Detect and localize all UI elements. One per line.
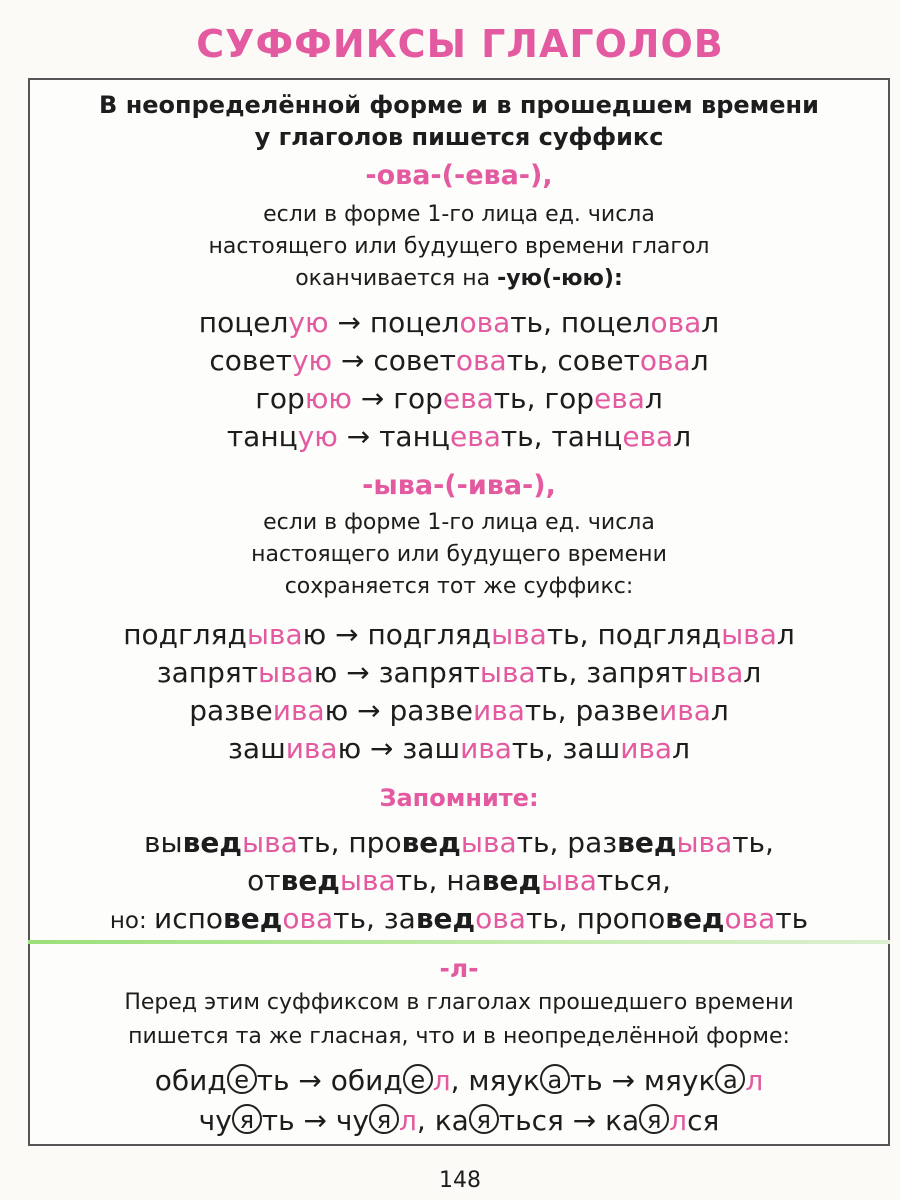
root-bold: вед	[182, 826, 242, 859]
suffix-highlight: ыва	[491, 618, 547, 651]
suffix-highlight: ива	[473, 694, 525, 727]
word-part: вы	[144, 826, 183, 859]
remember-line-3-words	[154, 902, 808, 935]
yva-example-4	[28, 732, 890, 765]
word-part: л	[701, 306, 720, 339]
ova-explanation-3-text: оканчивается на	[295, 266, 498, 291]
word-part: ть, совет	[506, 344, 640, 377]
root-bold: вед	[280, 864, 340, 897]
suffix-highlight: ыва	[460, 826, 517, 859]
circled-vowel: я	[369, 1104, 399, 1134]
suffix-highlight: ова	[455, 344, 507, 377]
word-part: ю → запрят	[313, 656, 480, 689]
word-part: ть → мяук	[569, 1064, 716, 1097]
suffix-highlight: ыва	[687, 656, 744, 689]
word-part: л	[776, 618, 795, 651]
circled-vowel: а	[715, 1064, 745, 1094]
remember-line-3	[28, 902, 890, 935]
circled-vowel: е	[403, 1064, 433, 1094]
suffix-yva-heading: -ыва-(-ива-),	[362, 470, 556, 501]
suffix-highlight: ива	[272, 694, 325, 727]
suffix-highlight: ева	[593, 382, 645, 415]
suffix-highlight: л	[398, 1104, 417, 1137]
word-part: ть, пропо	[525, 902, 666, 935]
word-part: ть,	[732, 826, 774, 859]
circled-vowel: я	[232, 1104, 262, 1134]
word-part: ю → заш	[337, 732, 461, 765]
suffix-ova-heading: -ова-(-ева-),	[365, 160, 553, 191]
circled-vowel: а	[540, 1064, 570, 1094]
suffix-highlight: л	[432, 1064, 451, 1097]
circled-vowel: е	[227, 1064, 257, 1094]
word-part: ться → ка	[498, 1104, 640, 1137]
word-part: обид	[154, 1064, 227, 1097]
suffix-highlight: ую	[291, 344, 333, 377]
word-part: л	[710, 694, 729, 727]
intro-line-1: В неопределённой форме и в прошедшем времени	[99, 91, 819, 119]
word-part: ю → подгляд	[302, 618, 492, 651]
word-part: → совет	[332, 344, 456, 377]
suffix-highlight: ую	[288, 306, 329, 339]
yva-explanation-3: сохраняется тот же суффикс:	[284, 574, 634, 599]
ova-explanation-3	[28, 266, 890, 291]
word-part: подгляд	[123, 618, 247, 651]
word-part: → гор	[351, 382, 443, 415]
section-divider	[28, 940, 890, 944]
word-part: ть	[775, 902, 809, 935]
root-bold: вед	[401, 826, 461, 859]
word-part: л	[743, 656, 762, 689]
suffix-highlight: ива	[460, 732, 512, 765]
root-bold: вед	[481, 864, 542, 897]
root-bold: вед	[415, 902, 476, 935]
word-part: ть, заш	[511, 732, 621, 765]
word-part: заш	[228, 732, 286, 765]
ova-explanation-1: если в форме 1-го лица ед. числа	[263, 202, 655, 227]
suffix-highlight: ую	[297, 420, 338, 453]
suffix-highlight: л	[745, 1064, 764, 1097]
suffix-highlight: ива	[659, 694, 711, 727]
suffix-highlight: ова	[282, 902, 334, 935]
root-bold: вед	[665, 902, 725, 935]
suffix-highlight: ева	[449, 420, 501, 453]
l-example-line-2	[28, 1104, 890, 1137]
remember-line-3-prefix: но:	[109, 908, 154, 934]
circled-vowel: я	[639, 1104, 669, 1134]
word-part: , ка	[416, 1104, 469, 1137]
suffix-highlight: ова	[475, 902, 526, 935]
page-number: 148	[439, 1168, 481, 1193]
suffix-highlight: ыва	[258, 656, 314, 689]
word-part: , мяук	[450, 1064, 540, 1097]
word-part: гор	[255, 382, 305, 415]
word-part: ся	[687, 1104, 720, 1137]
suffix-highlight: ова	[724, 902, 776, 935]
l-example-line-1	[28, 1064, 890, 1097]
suffix-highlight: ива	[620, 732, 673, 765]
word-part: испо	[154, 902, 224, 935]
suffix-highlight: ыва	[479, 656, 536, 689]
word-part: ть, разве	[524, 694, 660, 727]
suffix-highlight: юю	[304, 382, 352, 415]
word-part: ть, раз	[516, 826, 618, 859]
ova-example-4	[28, 420, 890, 453]
remember-heading: Запомните:	[379, 784, 539, 812]
suffix-highlight: ова	[639, 344, 691, 377]
word-part: танц	[226, 420, 298, 453]
word-part: ть, подгляд	[546, 618, 722, 651]
word-part: ть, за	[333, 902, 416, 935]
suffix-l-heading: -л-	[439, 954, 479, 983]
word-part: ться,	[596, 864, 671, 897]
yva-example-1	[28, 618, 890, 651]
suffix-highlight: ева	[622, 420, 674, 453]
l-explanation-2: пишется та же гласная, что и в неопределённой форме:	[128, 1024, 790, 1049]
root-bold: вед	[617, 826, 677, 859]
ova-example-1	[28, 306, 890, 339]
word-part: л	[644, 382, 663, 415]
suffix-highlight: л	[669, 1104, 688, 1137]
word-part: л	[673, 420, 692, 453]
word-part: поцел	[198, 306, 289, 339]
yva-explanation-1: если в форме 1-го лица ед. числа	[263, 510, 655, 535]
ova-explanation-3-ending: -ую(-юю):	[497, 266, 623, 291]
word-part: л	[672, 732, 690, 765]
remember-line-2	[28, 864, 890, 897]
word-part: ть → чу	[261, 1104, 369, 1137]
ova-example-2	[28, 344, 890, 377]
word-part: ть, запрят	[535, 656, 688, 689]
suffix-highlight: ыва	[241, 826, 298, 859]
word-part: ть, про	[297, 826, 402, 859]
yva-example-2	[28, 656, 890, 689]
remember-line-1	[28, 826, 890, 859]
word-part: ть → обид	[256, 1064, 403, 1097]
l-explanation-1: Перед этим суффиксом в глаголах прошедшего времени	[124, 990, 794, 1015]
circled-vowel: я	[469, 1104, 499, 1134]
word-part: ть, гор	[493, 382, 594, 415]
suffix-highlight: ова	[459, 306, 511, 339]
root-bold: вед	[223, 902, 283, 935]
word-part: ть, на	[395, 864, 482, 897]
suffix-highlight: ива	[285, 732, 338, 765]
word-part: ть, танц	[500, 420, 623, 453]
suffix-highlight: ыва	[541, 864, 597, 897]
suffix-highlight: ова	[650, 306, 702, 339]
suffix-highlight: ыва	[246, 618, 303, 651]
suffix-highlight: ева	[442, 382, 494, 415]
yva-example-3	[28, 694, 890, 727]
word-part: запрят	[156, 656, 258, 689]
word-part: совет	[209, 344, 292, 377]
suffix-highlight: ыва	[721, 618, 777, 651]
word-part: → танц	[337, 420, 450, 453]
word-part: л	[690, 344, 709, 377]
intro-line-2: у глаголов пишется суффикс	[254, 123, 664, 151]
ova-example-3	[28, 382, 890, 415]
ova-explanation-2: настоящего или будущего времени глагол	[208, 234, 710, 259]
word-part: разве	[189, 694, 273, 727]
word-part: ю → разве	[324, 694, 473, 727]
page-title: СУФФИКСЫ ГЛАГОЛОВ	[196, 22, 724, 66]
word-part: → поцел	[328, 306, 460, 339]
word-part: ть, поцел	[510, 306, 651, 339]
word-part: от	[247, 864, 281, 897]
word-part: чу	[198, 1104, 232, 1137]
suffix-highlight: ыва	[339, 864, 396, 897]
suffix-highlight: ыва	[676, 826, 733, 859]
yva-explanation-2: настоящего или будущего времени	[251, 542, 667, 567]
